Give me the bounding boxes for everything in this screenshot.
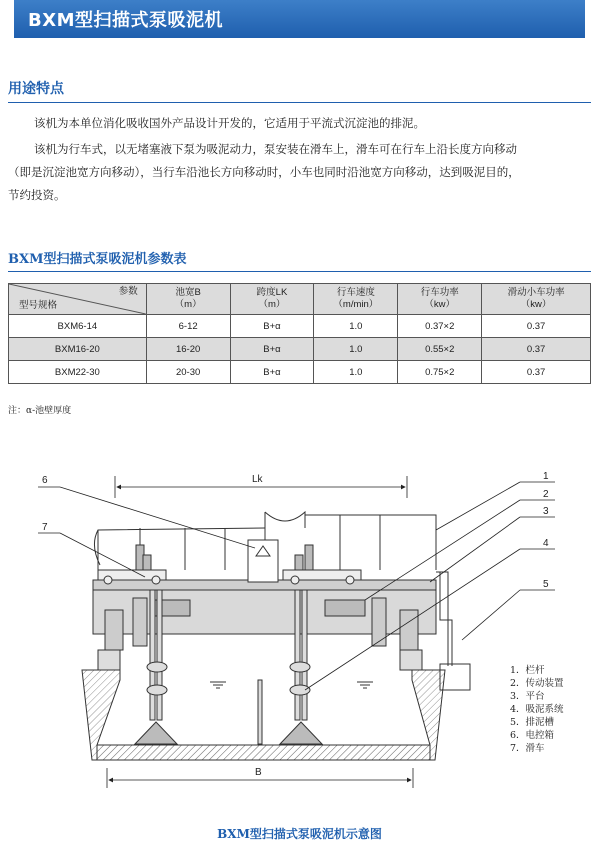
- table-corner-cell: [9, 284, 147, 315]
- table-cell: B+α: [230, 315, 314, 338]
- table-row: [9, 315, 591, 338]
- corner-label-params: 参数: [118, 286, 138, 297]
- table-cell: 0.37×2: [398, 315, 482, 338]
- legend-item: 4．吸泥系统: [510, 704, 564, 715]
- page-title: BXM型扫描式泵吸泥机: [28, 10, 224, 31]
- table-header-row: [9, 284, 591, 315]
- table-cell: 1.0: [314, 338, 398, 361]
- dimension-label-b: B: [255, 767, 262, 778]
- legend-item: 1．栏杆: [510, 665, 545, 676]
- callout-1: 1: [543, 471, 549, 482]
- table-row: [9, 338, 591, 361]
- legend-item: 3．平台: [510, 691, 545, 702]
- callout-3: 3: [543, 506, 549, 517]
- table-cell: B+α: [230, 361, 314, 384]
- dimension-b: [107, 767, 413, 788]
- callout-5: 5: [543, 579, 549, 590]
- params-table: [8, 283, 591, 384]
- table-cell: 20-30: [146, 361, 230, 384]
- legend-item: 7．滑车: [510, 743, 545, 754]
- table-cell: 0.37: [482, 361, 591, 384]
- legend: [510, 664, 564, 754]
- table-cell: BXM16-20: [9, 338, 147, 361]
- callout-7: 7: [42, 522, 48, 533]
- table-cell: 6-12: [146, 315, 230, 338]
- table-cell: BXM6-14: [9, 315, 147, 338]
- paragraph-1: 该机为本单位消化吸收国外产品设计开发的，它适用于平流式沉淀池的排泥。: [34, 116, 425, 130]
- callout-2: 2: [543, 489, 549, 500]
- control-box: [248, 540, 278, 582]
- paragraph-2-line-3: 节约投资。: [8, 188, 66, 202]
- dimension-label-lk: Lk: [252, 474, 263, 485]
- column-header: 行车功率 （kw）: [398, 284, 482, 315]
- table-cell: B+α: [230, 338, 314, 361]
- legend-item: 6．电控箱: [510, 730, 555, 741]
- section-divider: [8, 102, 591, 103]
- callout-6: 6: [42, 475, 48, 486]
- column-header: 行车速度 （m/min）: [314, 284, 398, 315]
- machine-diagram: [0, 460, 599, 820]
- column-header: 滑动小车功率 （kw）: [482, 284, 591, 315]
- trolley-left: [98, 545, 166, 584]
- table-cell: 1.0: [314, 315, 398, 338]
- paragraph-2-line-1: 该机为行车式，以无堵塞液下泵为吸泥动力，泵安装在滑车上，滑车可在行车上沿长度方向移动: [34, 142, 517, 156]
- legend-item: 2．传动装置: [510, 678, 564, 689]
- column-header: 跨度LK （m）: [230, 284, 314, 315]
- trolley-right: [283, 545, 361, 584]
- table-cell: 0.75×2: [398, 361, 482, 384]
- section-divider: [8, 271, 591, 272]
- table-row: [9, 361, 591, 384]
- table-cell: 0.55×2: [398, 338, 482, 361]
- table-note: 注：α-池壁厚度: [8, 406, 72, 416]
- table-cell: 0.37: [482, 338, 591, 361]
- table-cell: 1.0: [314, 361, 398, 384]
- table-cell: 16-20: [146, 338, 230, 361]
- table-cell: BXM22-30: [9, 361, 147, 384]
- legend-item: 5．排泥槽: [510, 717, 555, 728]
- diagram-caption: BXM型扫描式泵吸泥机示意图: [217, 827, 382, 841]
- section-title-params: BXM型扫描式泵吸泥机参数表: [8, 252, 187, 267]
- table-cell: 0.37: [482, 315, 591, 338]
- corner-label-model: 型号规格: [19, 300, 58, 311]
- dimension-lk: [115, 474, 407, 498]
- callout-4: 4: [543, 538, 549, 549]
- section-title-usage: 用途特点: [8, 81, 64, 97]
- column-header: 池宽B （m）: [146, 284, 230, 315]
- paragraph-2-line-2: （即是沉淀池宽方向移动），当行车沿池长方向移动时，小车也同时沿池宽方向移动，达到吸泥目的，: [8, 165, 520, 179]
